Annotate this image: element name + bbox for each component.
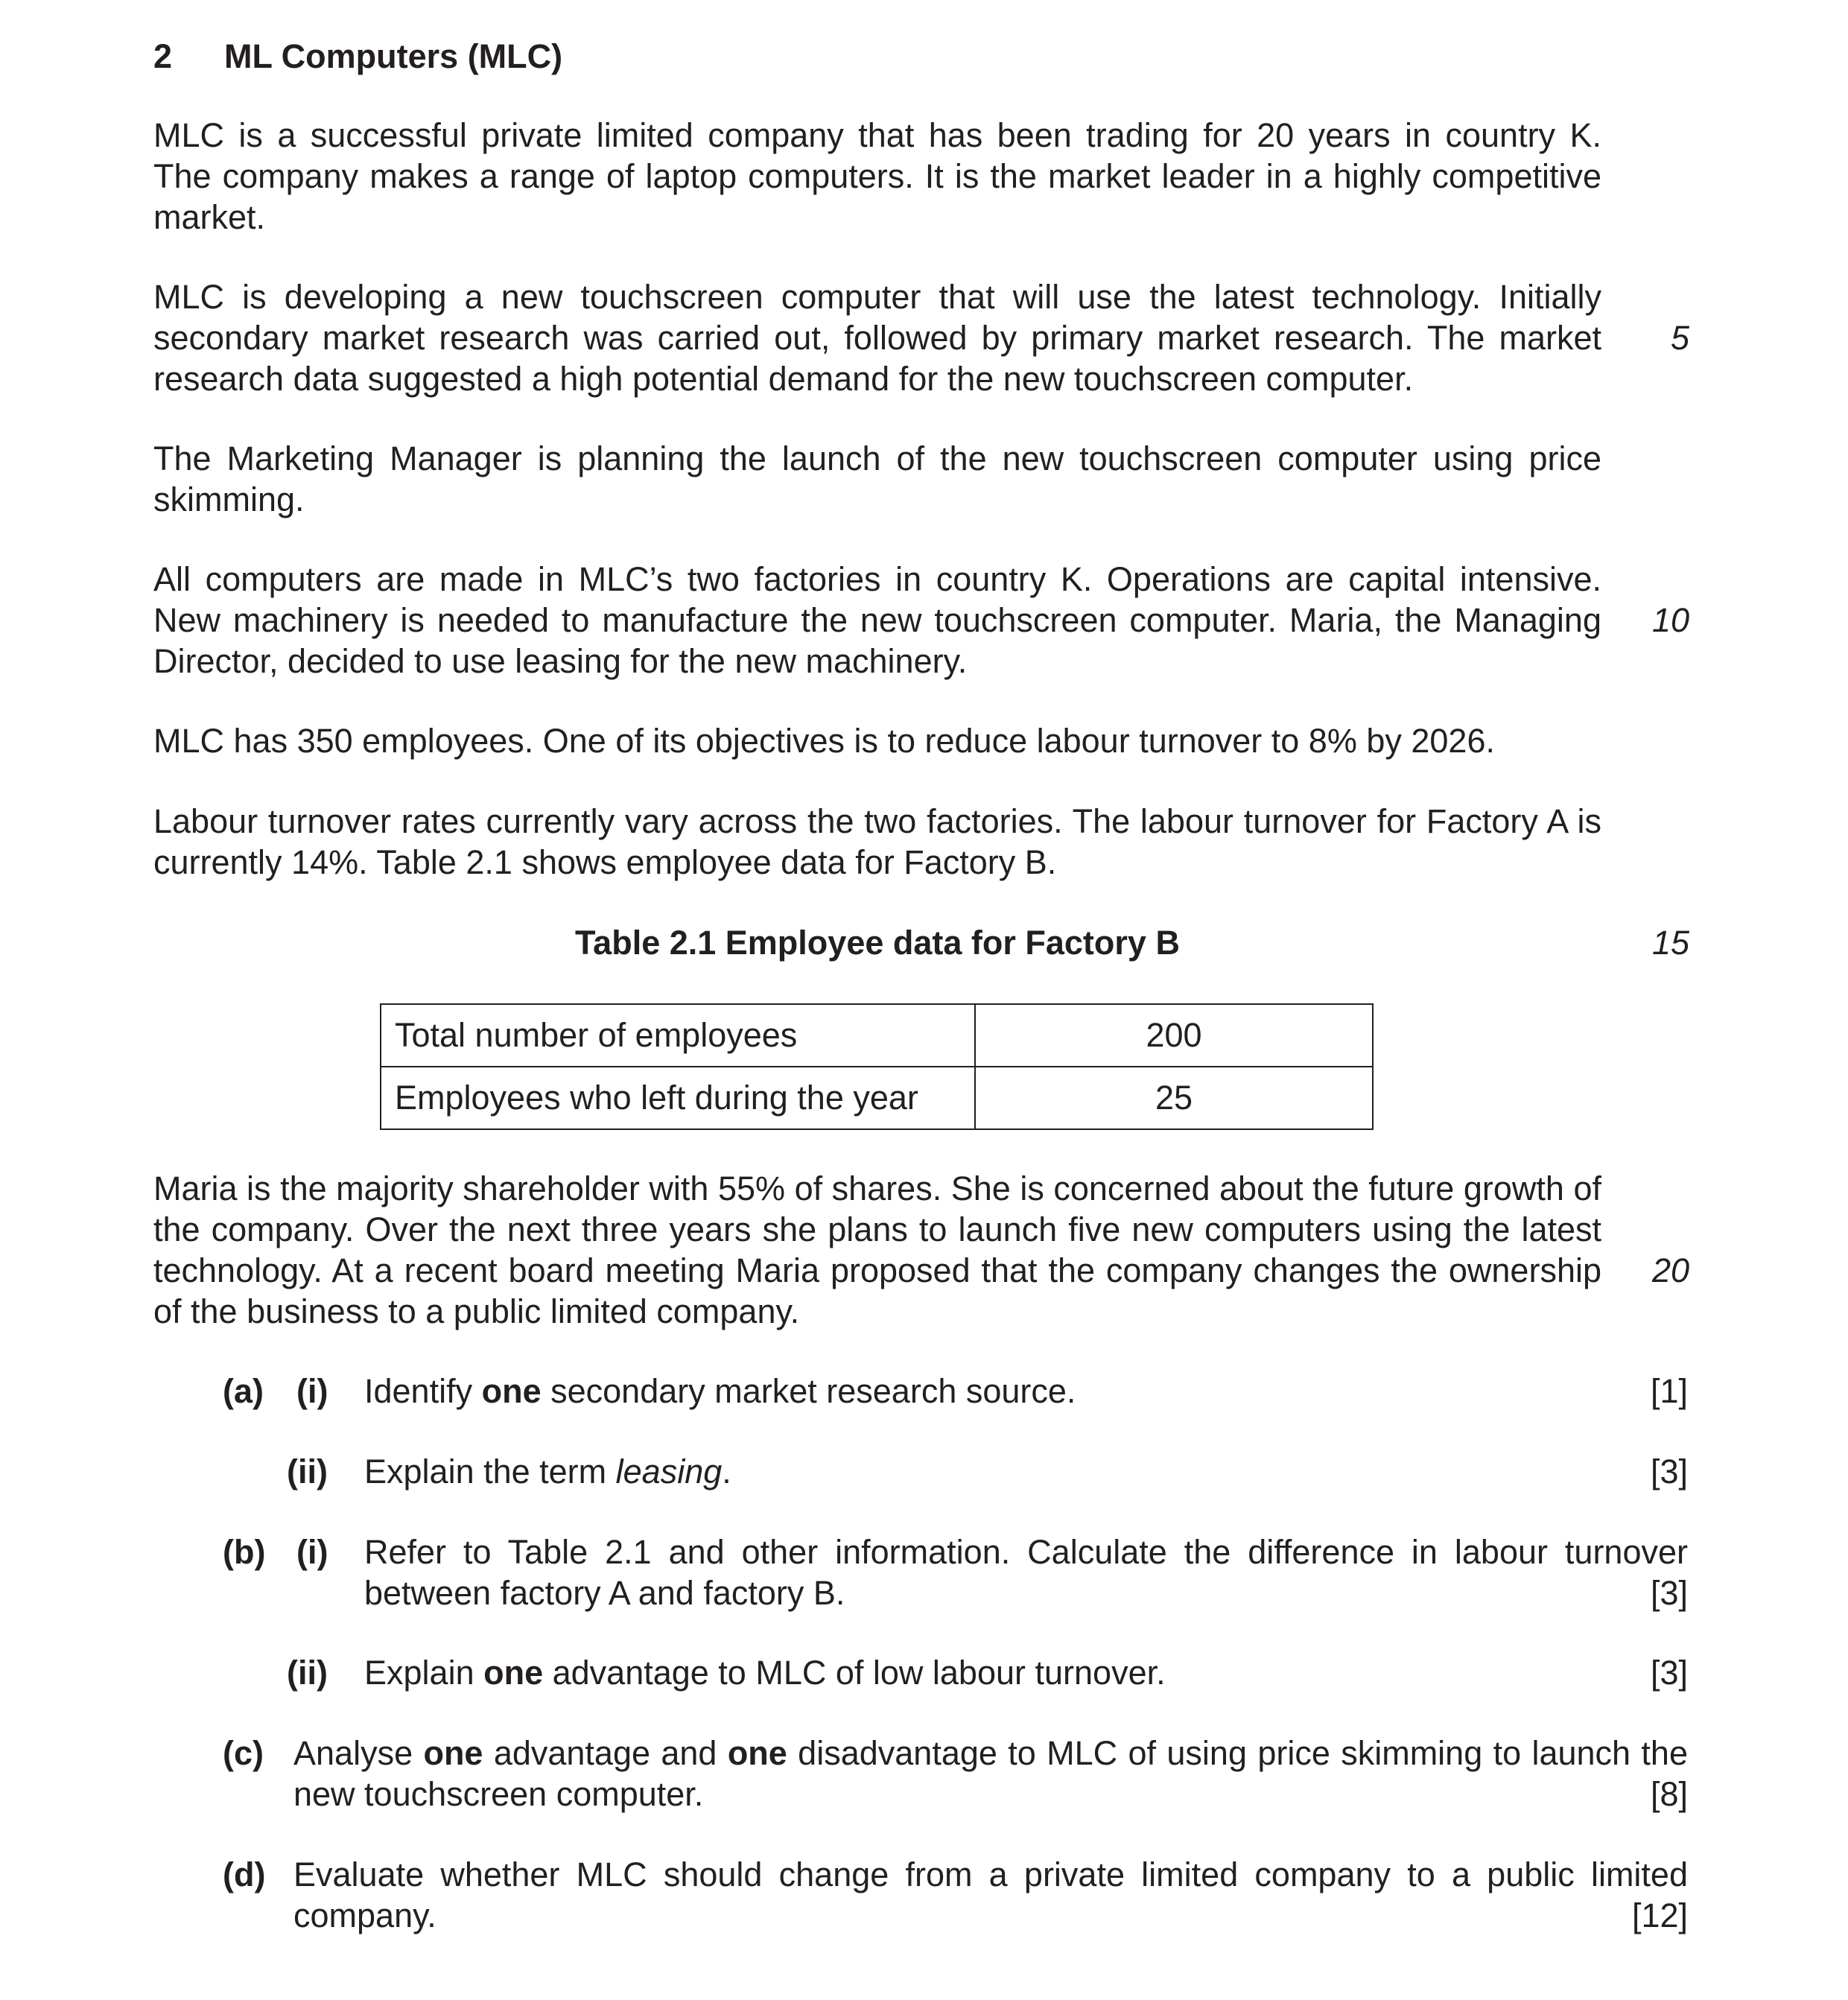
paragraph-4: [153, 559, 1601, 682]
part-a-ii-text: Explain the term leasing.: [364, 1453, 731, 1491]
part-b-ii-marks: [3]: [1650, 1654, 1688, 1692]
part-a-i-text: Identify one secondary market research source.: [364, 1372, 1076, 1410]
text-line: between factory A and factory B.: [364, 1574, 845, 1612]
paragraph-6: [153, 801, 1601, 883]
part-a-label: (a): [223, 1372, 264, 1410]
paragraph-2: [153, 276, 1601, 399]
line-number-15: 15: [1651, 924, 1689, 962]
text-line: market.: [153, 198, 266, 236]
line-number-10: 10: [1651, 601, 1689, 639]
text-line: company.: [293, 1896, 436, 1934]
table-cell-label: Employees who left during the year: [381, 1067, 975, 1129]
employee-data-table: [380, 1003, 1374, 1130]
part-a-i-label: (i): [296, 1372, 328, 1410]
paragraph-7: [153, 1168, 1601, 1332]
question-number: 2: [153, 37, 173, 75]
part-b-i-text: [364, 1531, 1688, 1613]
text-line: New machinery is needed to manufacture the new touchscreen computer. Maria, the Managing: [153, 601, 1601, 639]
text-line: Refer to Table 2.1 and other information. Calculate the difference in labour turnover: [364, 1533, 1688, 1571]
line-number-20: 20: [1651, 1251, 1689, 1289]
text-line: the company. Over the next three years she plans to launch five new computers using the latest: [153, 1210, 1601, 1248]
part-a-ii-label: (ii): [287, 1453, 328, 1491]
part-c-marks: [8]: [1650, 1775, 1688, 1813]
part-d-marks: [12]: [1631, 1896, 1688, 1934]
table-row: [381, 1067, 1373, 1129]
text-line: Director, decided to use leasing for the new machinery.: [153, 642, 968, 680]
text-line: secondary market research was carried out, followed by primary market research. The market: [153, 319, 1601, 357]
text-line: All computers are made in MLC’s two factories in country K. Operations are capital intensive.: [153, 560, 1601, 598]
text-line: MLC has 350 employees. One of its objectives is to reduce labour turnover to 8% by 2026.: [153, 722, 1495, 760]
text-line: Labour turnover rates currently vary across the two factories. The labour turnover for Factory A is: [153, 802, 1601, 840]
text-line: research data suggested a high potential demand for the new touchscreen computer.: [153, 360, 1414, 398]
part-c-text: [293, 1733, 1688, 1815]
table-row: [381, 1004, 1373, 1067]
line-number-5: 5: [1670, 319, 1689, 357]
text-line: The Marketing Manager is planning the launch of the new touchscreen computer using price: [153, 439, 1601, 477]
table-cell-value: 200: [975, 1004, 1373, 1067]
text-line: new touchscreen computer.: [293, 1775, 704, 1813]
part-b-label: (b): [223, 1533, 266, 1571]
part-a-i-marks: [1]: [1650, 1372, 1688, 1410]
part-b-i-label: (i): [296, 1533, 328, 1571]
text-line: Analyse one advantage and one disadvantage to MLC of using price skimming to launch the: [293, 1734, 1688, 1772]
text-line: skimming.: [153, 480, 305, 518]
text-line: of the business to a public limited company.: [153, 1292, 800, 1330]
text-line: MLC is developing a new touchscreen computer that will use the latest technology. Initially: [153, 278, 1601, 316]
part-d-text: [293, 1854, 1688, 1936]
table-caption: Table 2.1 Employee data for Factory B: [575, 924, 1180, 962]
paragraph-5: [153, 720, 1601, 761]
table-cell-value: 25: [975, 1067, 1373, 1129]
question-title: ML Computers (MLC): [224, 37, 563, 75]
paragraph-1: [153, 115, 1601, 238]
text-line: MLC is a successful private limited company that has been trading for 20 years in country K.: [153, 116, 1601, 154]
text-line: Maria is the majority shareholder with 55% of shares. She is concerned about the future growth of: [153, 1169, 1601, 1207]
text-line: Evaluate whether MLC should change from a private limited company to a public limited: [293, 1855, 1688, 1893]
text-line: technology. At a recent board meeting Maria proposed that the company changes the ownership: [153, 1251, 1601, 1289]
text-line: currently 14%. Table 2.1 shows employee data for Factory B.: [153, 843, 1057, 881]
text-line: The company makes a range of laptop computers. It is the market leader in a highly competitive: [153, 157, 1601, 195]
paragraph-3: [153, 438, 1601, 520]
part-b-ii-text: Explain one advantage to MLC of low labour turnover.: [364, 1654, 1166, 1692]
part-d-label: (d): [223, 1855, 266, 1893]
table-cell-label: Total number of employees: [381, 1004, 975, 1067]
part-b-i-marks: [3]: [1650, 1574, 1688, 1612]
part-c-label: (c): [223, 1734, 264, 1772]
part-b-ii-label: (ii): [287, 1654, 328, 1692]
part-a-ii-marks: [3]: [1650, 1453, 1688, 1491]
